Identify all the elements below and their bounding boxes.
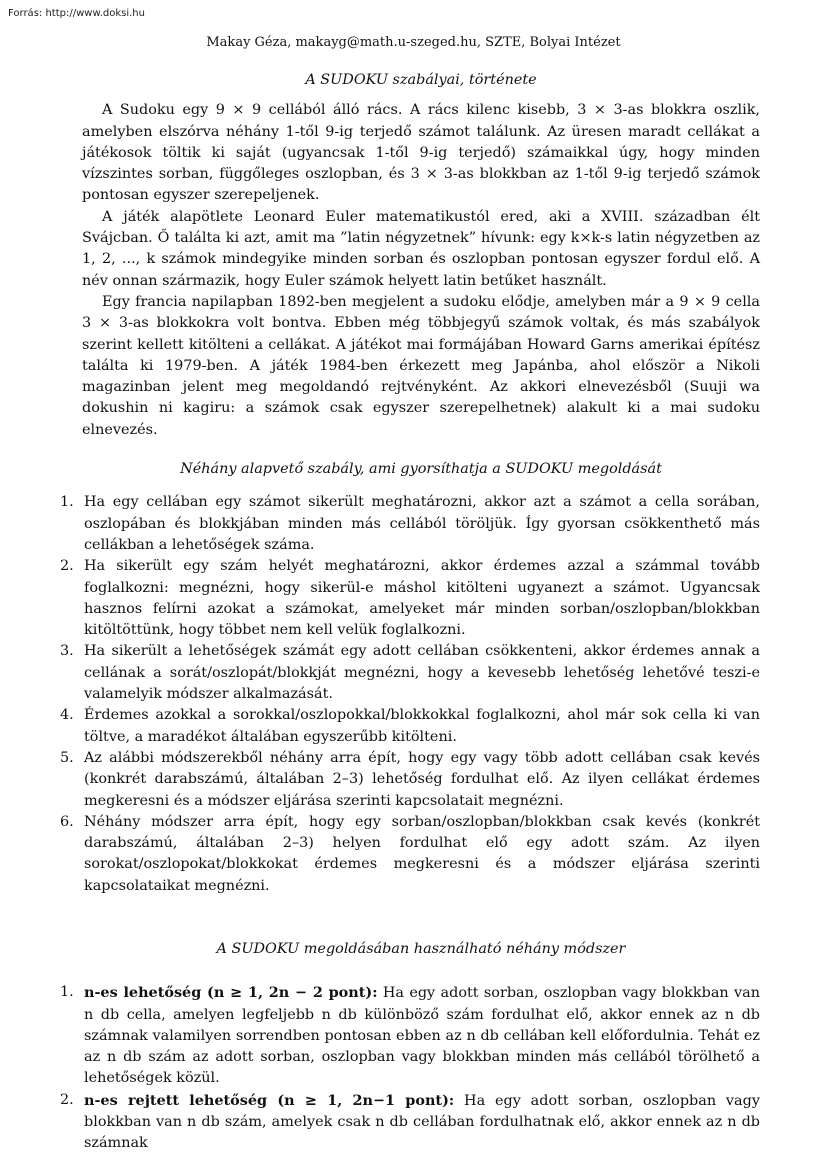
list-item (60, 812, 760, 897)
list-item (60, 492, 760, 556)
rules-list (60, 492, 760, 897)
list-text: Ha egy adott sorban, oszlopban vagy blokkban van n db cella, amelyen legfeljebb n db különböző szám fordulhat elő, akkor ennek az n db számnak valamilyen sorrendben pontosan ebben az n db cellában kell előfordulnia. Tehát ez az n db szám az adott sorban, oszlopban vagy blokkban minden más cellából törölhető a lehetőségek közül. (84, 985, 760, 1087)
list-number: 3. (60, 643, 74, 660)
document-body (60, 70, 760, 1155)
rules-section-title: Néhány alapvető szabály, ami gyorsíthatja a SUDOKU megoldását (180, 461, 662, 478)
list-number: 2. (60, 558, 74, 575)
list-item (60, 982, 760, 1089)
list-item (60, 556, 760, 641)
method-name: n-es lehetőség (n ≥ 1, 2n − 2 pont): (84, 984, 378, 1002)
list-item (60, 641, 760, 705)
list-item (60, 705, 760, 748)
list-text: Ha egy cellában egy számot sikerült meghatározni, akkor azt a számot a cella sorában, oszlopában és blokkjában minden más cellából töröljük. Így gyorsan csökkenthető más cellákban a lehetőségek száma. (84, 494, 760, 553)
method-name: n-es rejtett lehetőség (n ≥ 1, 2n−1 pont): (84, 1091, 455, 1109)
list-number: 1. (60, 494, 74, 511)
list-text: Ha egy adott sorban, oszlopban vagy blokkban van n db szám, amelyek csak n db cellában fordulhatnak elő, akkor ennek az n db számnak (84, 1092, 760, 1152)
intro-paragraph: Egy francia napilapban 1892-ben megjelent a sudoku elődje, amelyben már a 9 × 9 cella 3 × 3-as blokkokra volt bontva. Ebben még többjegyű számok voltak, és más szabályok szerint kellett kitölteni a cellákat. A játékot mai formájában Howard Garns amerikai építész találta ki 1979-ben. A játék 1984-ben érkezett meg Japánba, ahol először a Nikoli magazinban jelent meg megoldandó rejtvényként. Az akkori elnevezésből (Suuji wa dokushin ni kagiru: a számok csak egyszer szerepelhetnek) alakult ki a mai sudoku elnevezés. (82, 293, 760, 438)
source-line: Forrás: http://www.doksi.hu (8, 8, 145, 19)
methods-list (60, 982, 760, 1154)
list-text: Ha sikerült a lehetőségek számát egy adott cellában csökkenteni, akkor érdemes annak a cellának a sorát/oszlopát/blokkját megnézni, hogy a kevesebb lehetőség lehetővé teszi-e valamelyik módszer alkalmazását. (84, 643, 760, 703)
document-title: A SUDOKU szabályai, története (305, 72, 537, 88)
methods-section-title: A SUDOKU megoldásában használható néhány módszer (216, 940, 626, 957)
list-text: Az alábbi módszerekből néhány arra épít, hogy egy vagy több adott cellában csak kevés (konkrét darabszámú, általában 2–3) lehetőség fordulhat elő. Az ilyen cellákat érdemes megkeresni és a módszer eljárása szerinti kapcsolatait megnézni. (84, 749, 760, 809)
list-item (60, 1090, 760, 1155)
list-text: Néhány módszer arra épít, hogy egy sorban/oszlopban/blokkban csak kevés (konkrét darabszámú, általában 2–3) helyen fordulhat elő egy adott szám. Az ilyen sorokat/oszlopokat/blokkokat érdemes megkeresni és a módszer eljárása szerinti kapcsolataikat megnézni. (84, 813, 760, 894)
list-number: 5. (60, 749, 74, 766)
page-header: Makay Géza, makayg@math.u-szeged.hu, SZTE, Bolyai Intézet (206, 35, 621, 50)
list-item (60, 748, 760, 812)
intro-paragraph: A játék alapötlete Leonard Euler matematikustól ered, aki a XVIII. században élt Svájcban. Ő találta ki azt, amit ma ”latin négyzetnek” hívunk: egy k×k-s latin négyzetben az 1, 2, ..., k számok mindegyike minden sorban és oszlopban pontosan egyszer fordul elő. A név onnan származik, hogy Euler számok helyett latin betűket használt. (82, 208, 760, 289)
list-number: 2. (60, 1091, 74, 1108)
list-number: 1. (60, 984, 74, 1001)
list-text: Ha sikerült egy szám helyét meghatározni, akkor érdemes azzal a számmal tovább foglalkozni: megnézni, hogy sikerül-e máshol kitölteni ugyanezt a számot. Ugyancsak hasznos felírni azokat a számokat, amelyeket már minden sorban/oszlopban/blokkban kitöltöttünk, hogy többet nem kell velük foglalkozni. (84, 558, 760, 639)
list-number: 6. (60, 813, 74, 830)
list-number: 4. (60, 707, 74, 724)
intro-paragraph: A Sudoku egy 9 × 9 cellából álló rács. A rács kilenc kisebb, 3 × 3-as blokkra oszlik, amelyben elszórva néhány 1-től 9-ig terjedő számot találunk. Az üresen maradt cellákat a játékosok töltik ki saját (ugyancsak 1-től 9-ig terjedő) számaikkal úgy, hogy minden vízszintes sorban, függőleges oszlopban, és 3 × 3-as blokkban az 1-től 9-ig terjedő számok pontosan egyszer szerepeljenek. (82, 102, 760, 204)
list-text: Érdemes azokkal a sorokkal/oszlopokkal/blokkokkal foglalkozni, ahol már sok cella ki van töltve, a maradékot általában egyszerűbb kitölteni. (84, 707, 760, 745)
